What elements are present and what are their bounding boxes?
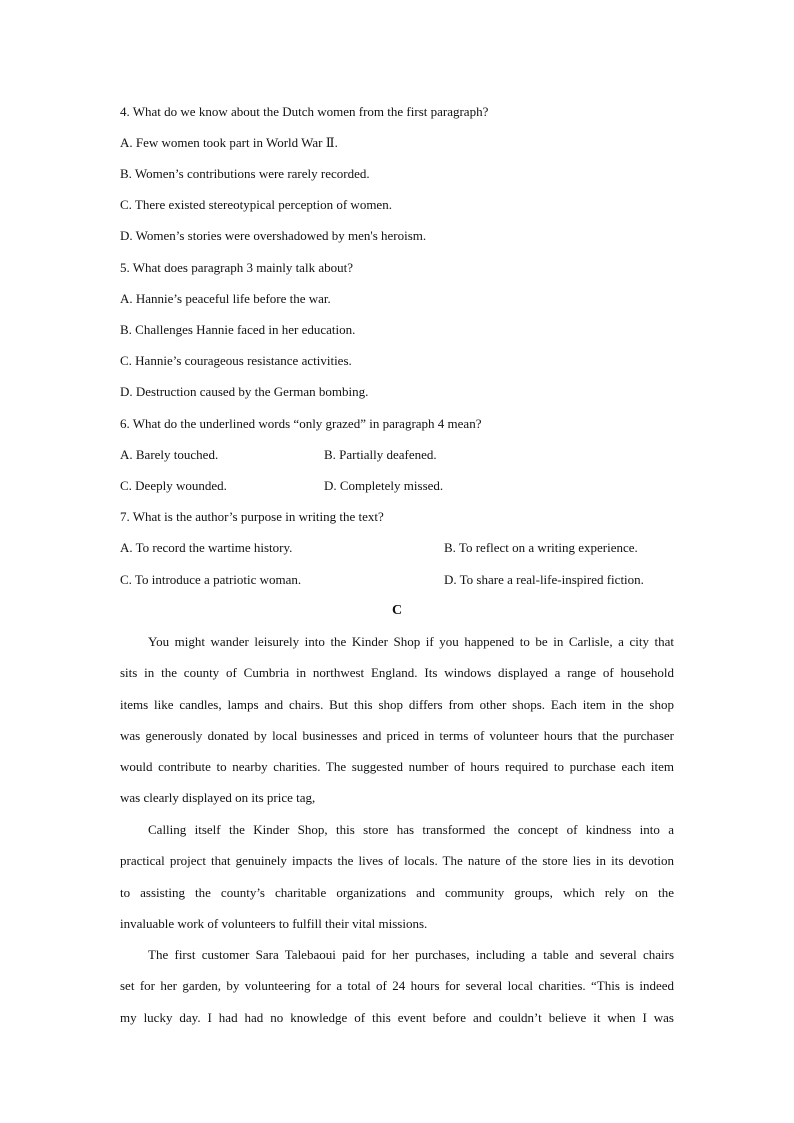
question-7-option-d: D. To share a real-life-inspired fiction. — [444, 572, 644, 587]
question-4-option-d: D. Women’s stories were overshadowed by men's heroism. — [120, 228, 427, 243]
passage-line: You might wander leisurely into the Kinder Shop if you happened to be in Carlisle, a city that — [148, 634, 674, 649]
question-7-stem: 7. What is the author’s purpose in writing the text? — [120, 509, 384, 524]
question-5-option-b: B. Challenges Hannie faced in her education. — [120, 322, 356, 337]
question-5-option-a: A. Hannie’s peaceful life before the war. — [120, 291, 331, 306]
passage-line: practical project that genuinely impacts the lives of locals. The nature of the store lies in its devotion — [120, 853, 674, 869]
question-6-option-c: C. Deeply wounded. — [120, 478, 227, 493]
question-4-option-c: C. There existed stereotypical perception of women. — [120, 197, 392, 212]
passage-line: sits in the county of Cumbria in northwest England. Its windows displayed a range of household — [120, 665, 674, 681]
passage-line: items like candles, lamps and chairs. But this shop differs from other shops. Each item in the shop — [120, 696, 674, 712]
question-7-option-a: A. To record the wartime history. — [120, 540, 293, 555]
question-7-option-b: B. To reflect on a writing experience. — [444, 540, 638, 555]
question-4-option-a: A. Few women took part in World War Ⅱ. — [120, 135, 338, 150]
passage-paragraph-2 — [120, 821, 674, 946]
passage-line: Calling itself the Kinder Shop, this store has transformed the concept of kindness into a — [148, 822, 674, 837]
passage-line: set for her garden, by volunteering for a total of 24 hours for several local charities. “This is indeed — [120, 978, 674, 994]
question-7-option-c: C. To introduce a patriotic woman. — [120, 572, 302, 587]
passage-line: was clearly displayed on its price tag, — [120, 790, 316, 806]
passage-line: invaluable work of volunteers to fulfill their vital missions. — [120, 915, 428, 931]
question-6-option-d: D. Completely missed. — [324, 478, 444, 493]
passage-paragraph-3 — [120, 946, 674, 1040]
question-5-option-c: C. Hannie’s courageous resistance activities. — [120, 353, 352, 368]
question-4-stem: 4. What do we know about the Dutch women from the first paragraph? — [120, 104, 489, 119]
passage-line: to assisting the county’s charitable organizations and community groups, which rely on the — [120, 884, 674, 900]
question-4-option-b: B. Women’s contributions were rarely recorded. — [120, 166, 370, 181]
question-6-option-b: B. Partially deafened. — [324, 447, 437, 462]
passage-line: The first customer Sara Talebaoui paid for her purchases, including a table and several chairs — [148, 947, 674, 962]
question-6-stem: 6. What do the underlined words “only grazed” in paragraph 4 mean? — [120, 416, 482, 431]
question-6-option-a: A. Barely touched. — [120, 447, 219, 462]
passage-paragraph-1 — [120, 633, 674, 821]
section-heading: C — [391, 603, 403, 618]
question-5-option-d: D. Destruction caused by the German bombing. — [120, 384, 369, 399]
passage-line: my lucky day. I had had no knowledge of this event before and couldn’t believe it when I was — [120, 1009, 674, 1025]
passage-line: was generously donated by local businesses and priced in terms of volunteer hours that the purchaser — [120, 727, 674, 743]
question-5-stem: 5. What does paragraph 3 mainly talk about? — [120, 260, 353, 275]
passage-line: would contribute to nearby charities. The suggested number of hours required to purchase each item — [120, 759, 674, 775]
